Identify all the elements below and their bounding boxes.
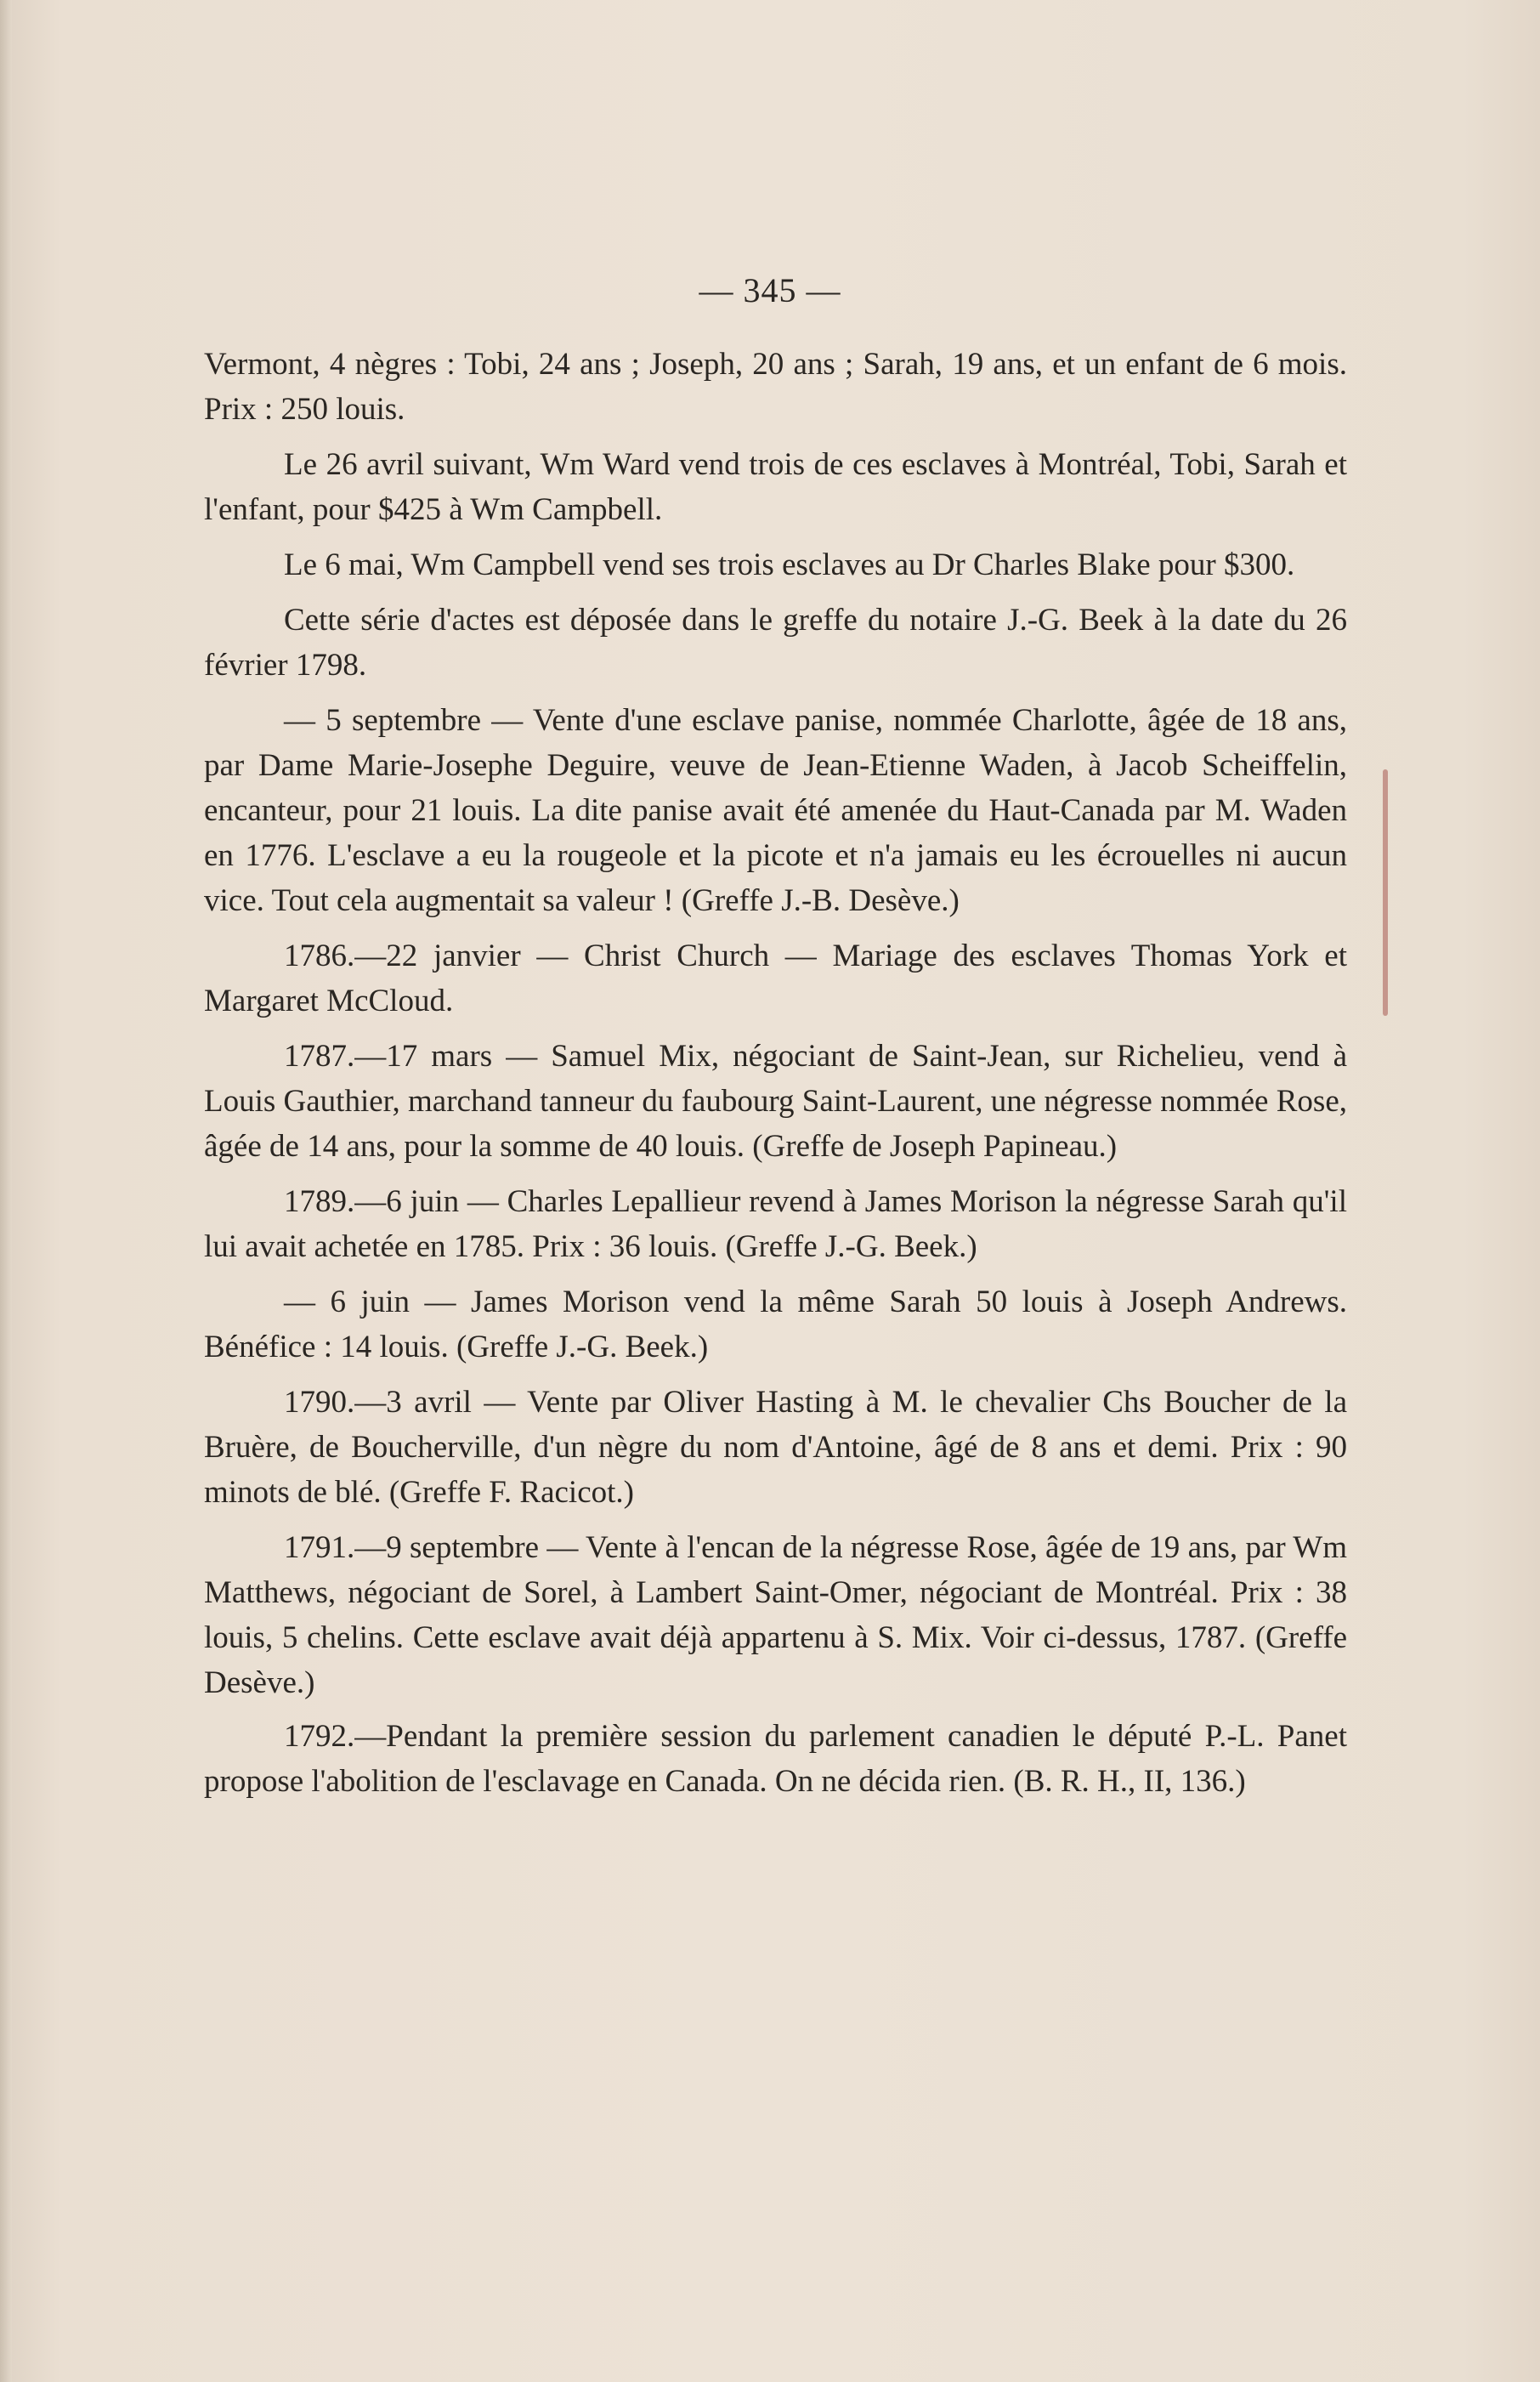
page-number: — 345 — (699, 271, 841, 309)
paragraph: 1786.—22 janvier — Christ Church — Mariage des esclaves Thomas York et Margaret McCloud. (204, 939, 1347, 1018)
paragraph: Le 6 mai, Wm Campbell vend ses trois esclaves au Dr Charles Blake pour $300. (284, 547, 1295, 582)
paragraph: Vermont, 4 nègres : Tobi, 24 ans ; Joseph, 20 ans ; Sarah, 19 ans, et un enfant de 6 mois. Prix : 250 louis. (204, 347, 1347, 427)
paragraph: 1787.—17 mars — Samuel Mix, négociant de Saint-Jean, sur Richelieu, vend à Louis Gauthier, marchand tanneur du faubourg Saint-Laurent, une négresse nommée Rose, âgée de 14 ans, pour la somme de 40 louis. (Greffe de Joseph Papineau.) (204, 1039, 1347, 1164)
body-text (204, 342, 1347, 1814)
paragraph: — 5 septembre — Vente d'une esclave panise, nommée Charlotte, âgée de 18 ans, par Dame Marie-Josephe Deguire, veuve de Jean-Etienne Waden, à Jacob Scheiffelin, encanteur, pour 21 louis. La dite panise avait été amenée du Haut-Canada par M. Waden en 1776. L'esclave a eu la rougeole et la picote et n'a jamais eu les écrouelles ni aucun vice. Tout cela augmentait sa valeur ! (Greffe J.-B. Desève.) (204, 703, 1347, 918)
margin-annotation-mark (1383, 769, 1388, 1016)
paragraph: Le 26 avril suivant, Wm Ward vend trois de ces esclaves à Montréal, Tobi, Sarah et l'enfant, pour $425 à Wm Campbell. (204, 447, 1347, 527)
paragraph: 1789.—6 juin — Charles Lepallieur revend à James Morison la négresse Sarah qu'il lui avait achetée en 1785. Prix : 36 louis. (Greffe J.-G. Beek.) (204, 1184, 1347, 1264)
page-edge-shadow (0, 0, 12, 2382)
paragraph: — 6 juin — James Morison vend la même Sarah 50 louis à Joseph Andrews. Bénéfice : 14 louis. (Greffe J.-G. Beek.) (204, 1285, 1347, 1364)
paragraph: 1790.—3 avril — Vente par Oliver Hasting à M. le chevalier Chs Boucher de la Bruère, de Boucherville, d'un nègre du nom d'Antoine, âgé de 8 ans et demi. Prix : 90 minots de blé. (Greffe F. Racicot.) (204, 1385, 1347, 1510)
paragraph: Cette série d'actes est déposée dans le greffe du notaire J.-G. Beek à la date du 26 février 1798. (204, 603, 1347, 683)
paragraph: 1792.—Pendant la première session du parlement canadien le député P.-L. Panet propose l'abolition de l'esclavage en Canada. On ne décida rien. (B. R. H., II, 136.) (204, 1719, 1347, 1799)
paragraph: 1791.—9 septembre — Vente à l'encan de la négresse Rose, âgée de 19 ans, par Wm Matthews, négociant de Sorel, à Lambert Saint-Omer, négociant de Montréal. Prix : 38 louis, 5 chelins. Cette esclave avait déjà appartenu à S. Mix. Voir ci-dessus, 1787. (Greffe Desève.) (204, 1530, 1347, 1700)
